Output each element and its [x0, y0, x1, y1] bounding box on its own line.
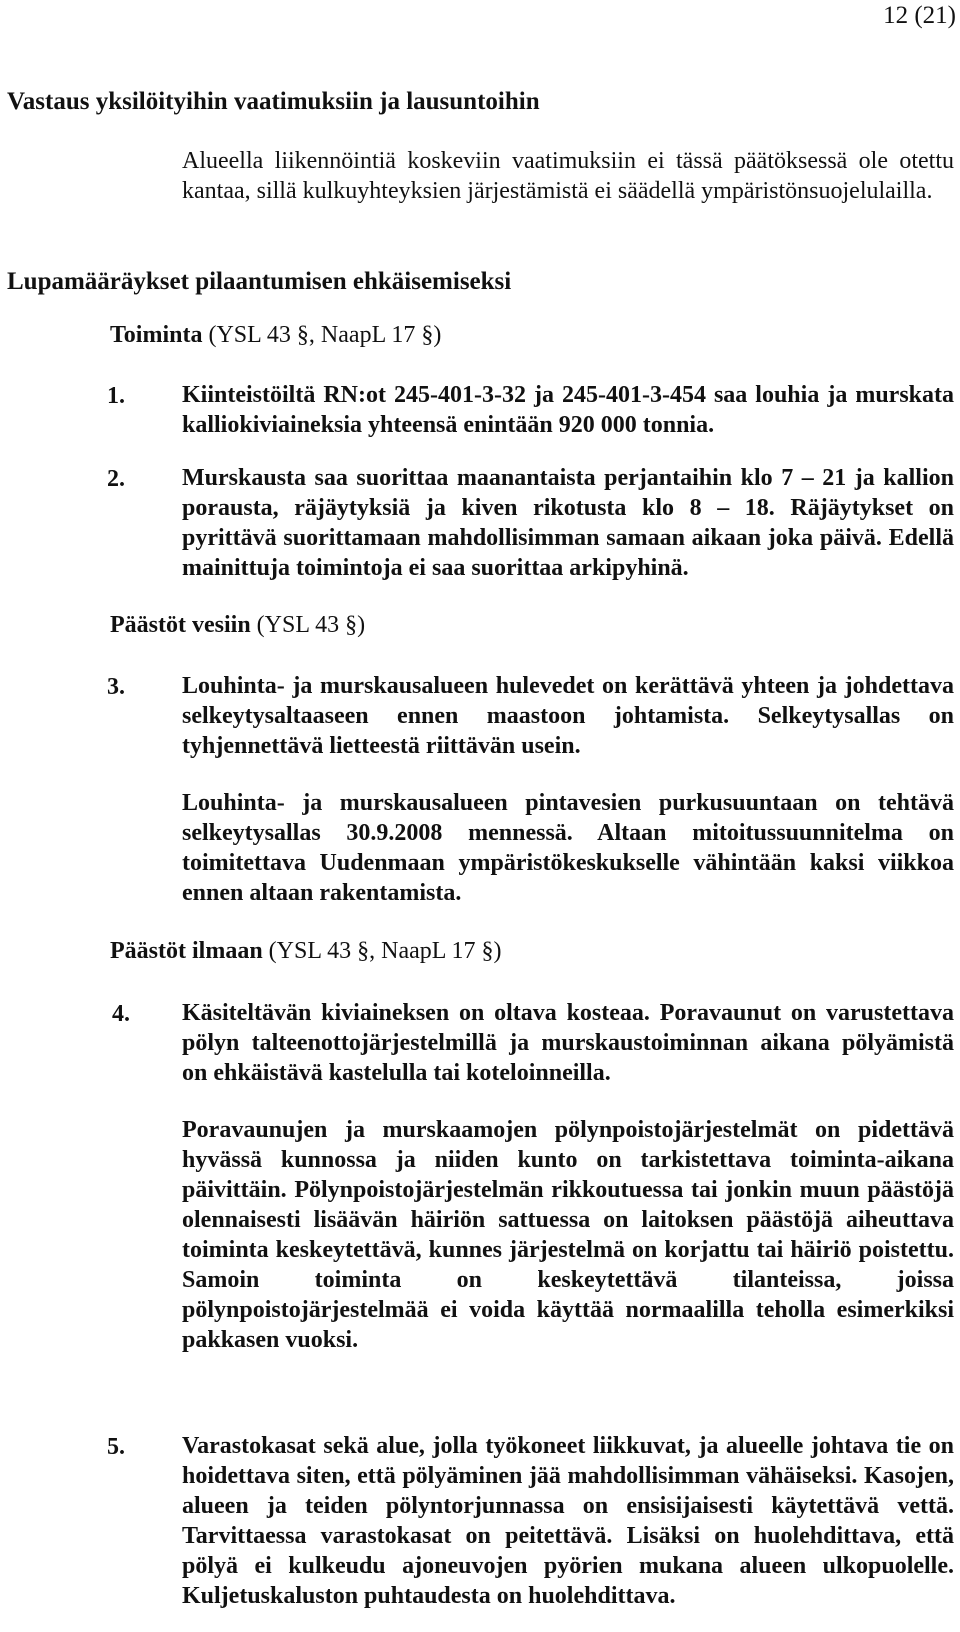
- item-5-text: Varastokasat sekä alue, jolla työkoneet liikkuvat, ja alueelle johtava tie on hoidettava siten, että pölyäminen jää mahdollisimman vähäiseksi. Kasojen, alueen ja teiden pölyntorjunnassa on ensisijaisesti käytettävä vettä. Tarvittaessa varastokasat on peitettävä. Lisäksi on huolehdittava, että pölyä ei kulkeudu ajoneuvojen pyörien mukana alueen ulkopuolelle. Kuljetuskaluston puhtaudesta on huolehdittava.: [182, 1433, 954, 1609]
- item-number-2: 2.: [107, 466, 125, 492]
- section-ilmaan-label: Päästöt ilmaan: [110, 938, 263, 964]
- section-toiminta: [110, 322, 441, 349]
- item-4-text-a: Käsiteltävän kiviaineksen on oltava kosteaa. Poravaunut on varustettava pölyn talteenottojärjestelmillä ja murskaustoiminnan aikana pölyämistä on ehkäistävä kastelulla tai koteloinneilla.: [182, 1000, 954, 1086]
- item-number-3: 3.: [107, 674, 125, 700]
- page-number: 12 (21): [883, 2, 956, 29]
- heading-regulations: Lupamääräykset pilaantumisen ehkäisemiseksi: [7, 268, 512, 295]
- section-toiminta-ref: (YSL 43 §, NaapL 17 §): [208, 322, 442, 348]
- item-number-5: 5.: [107, 1434, 125, 1460]
- section-ilmaan: [110, 938, 502, 965]
- response-paragraph: Alueella liikennöintiä koskeviin vaatimuksiin ei tässä päätöksessä ole otettu kantaa, sillä kulkuyhteyksien järjestämistä ei säädellä ympäristönsuojelulailla.: [182, 148, 954, 204]
- item-3-text-b: Louhinta- ja murskausalueen pintavesien purkusuuntaan on tehtävä selkeytysallas 30.9.2008 mennessä. Altaan mitoitussuunnitelma on toimitettava Uudenmaan ympäristökeskukselle vähintään kaksi viikkoa ennen altaan rakentamista.: [182, 790, 954, 906]
- item-number-1: 1.: [107, 383, 125, 409]
- item-4-text-b: Poravaunujen ja murskaamojen pölynpoistojärjestelmät on pidettävä hyvässä kunnossa ja niiden kunto on tarkistettava toiminta-aikana päivittäin. Pölynpoistojärjestelmän rikkoutuessa tai jonkin muun päästöjä olennaisesti lisäävän häiriön sattuessa on laitoksen päästöjä aiheuttava toiminta keskeytettävä, kunnes järjestelmä on korjattu tai häiriö poistettu. Samoin toiminta on keskeytettävä tilanteissa, joissa pölynpoistojärjestelmää ei voida käyttää normaalilla teholla esimerkiksi pakkasen vuoksi.: [182, 1117, 954, 1353]
- heading-responses: Vastaus yksilöityihin vaatimuksiin ja lausuntoihin: [7, 88, 540, 115]
- section-toiminta-label: Toiminta: [110, 322, 203, 348]
- item-2-text: Murskausta saa suorittaa maanantaista perjantaihin klo 7 – 21 ja kallion porausta, räjäytyksiä ja kiven rikotusta klo 8 – 18. Räjäytykset on pyrittävä suorittamaan mahdollisimman samaan aikaan joka päivä. Edellä mainittuja toimintoja ei saa suorittaa arkipyhinä.: [182, 465, 954, 581]
- section-vesiin: [110, 612, 365, 639]
- section-vesiin-label: Päästöt vesiin: [110, 612, 251, 638]
- item-1-text: Kiinteistöiltä RN:ot 245-401-3-32 ja 245-401-3-454 saa louhia ja murskata kalliokiviaineksia yhteensä enintään 920 000 tonnia.: [182, 382, 954, 438]
- item-number-4: 4.: [112, 1001, 130, 1027]
- section-ilmaan-ref: (YSL 43 §, NaapL 17 §): [268, 938, 502, 964]
- section-vesiin-ref: (YSL 43 §): [256, 612, 366, 638]
- item-3-text-a: Louhinta- ja murskausalueen hulevedet on kerättävä yhteen ja johdettava selkeytysaltaaseen ennen maastoon johtamista. Selkeytysallas on tyhjennettävä lietteestä riittävän usein.: [182, 673, 954, 759]
